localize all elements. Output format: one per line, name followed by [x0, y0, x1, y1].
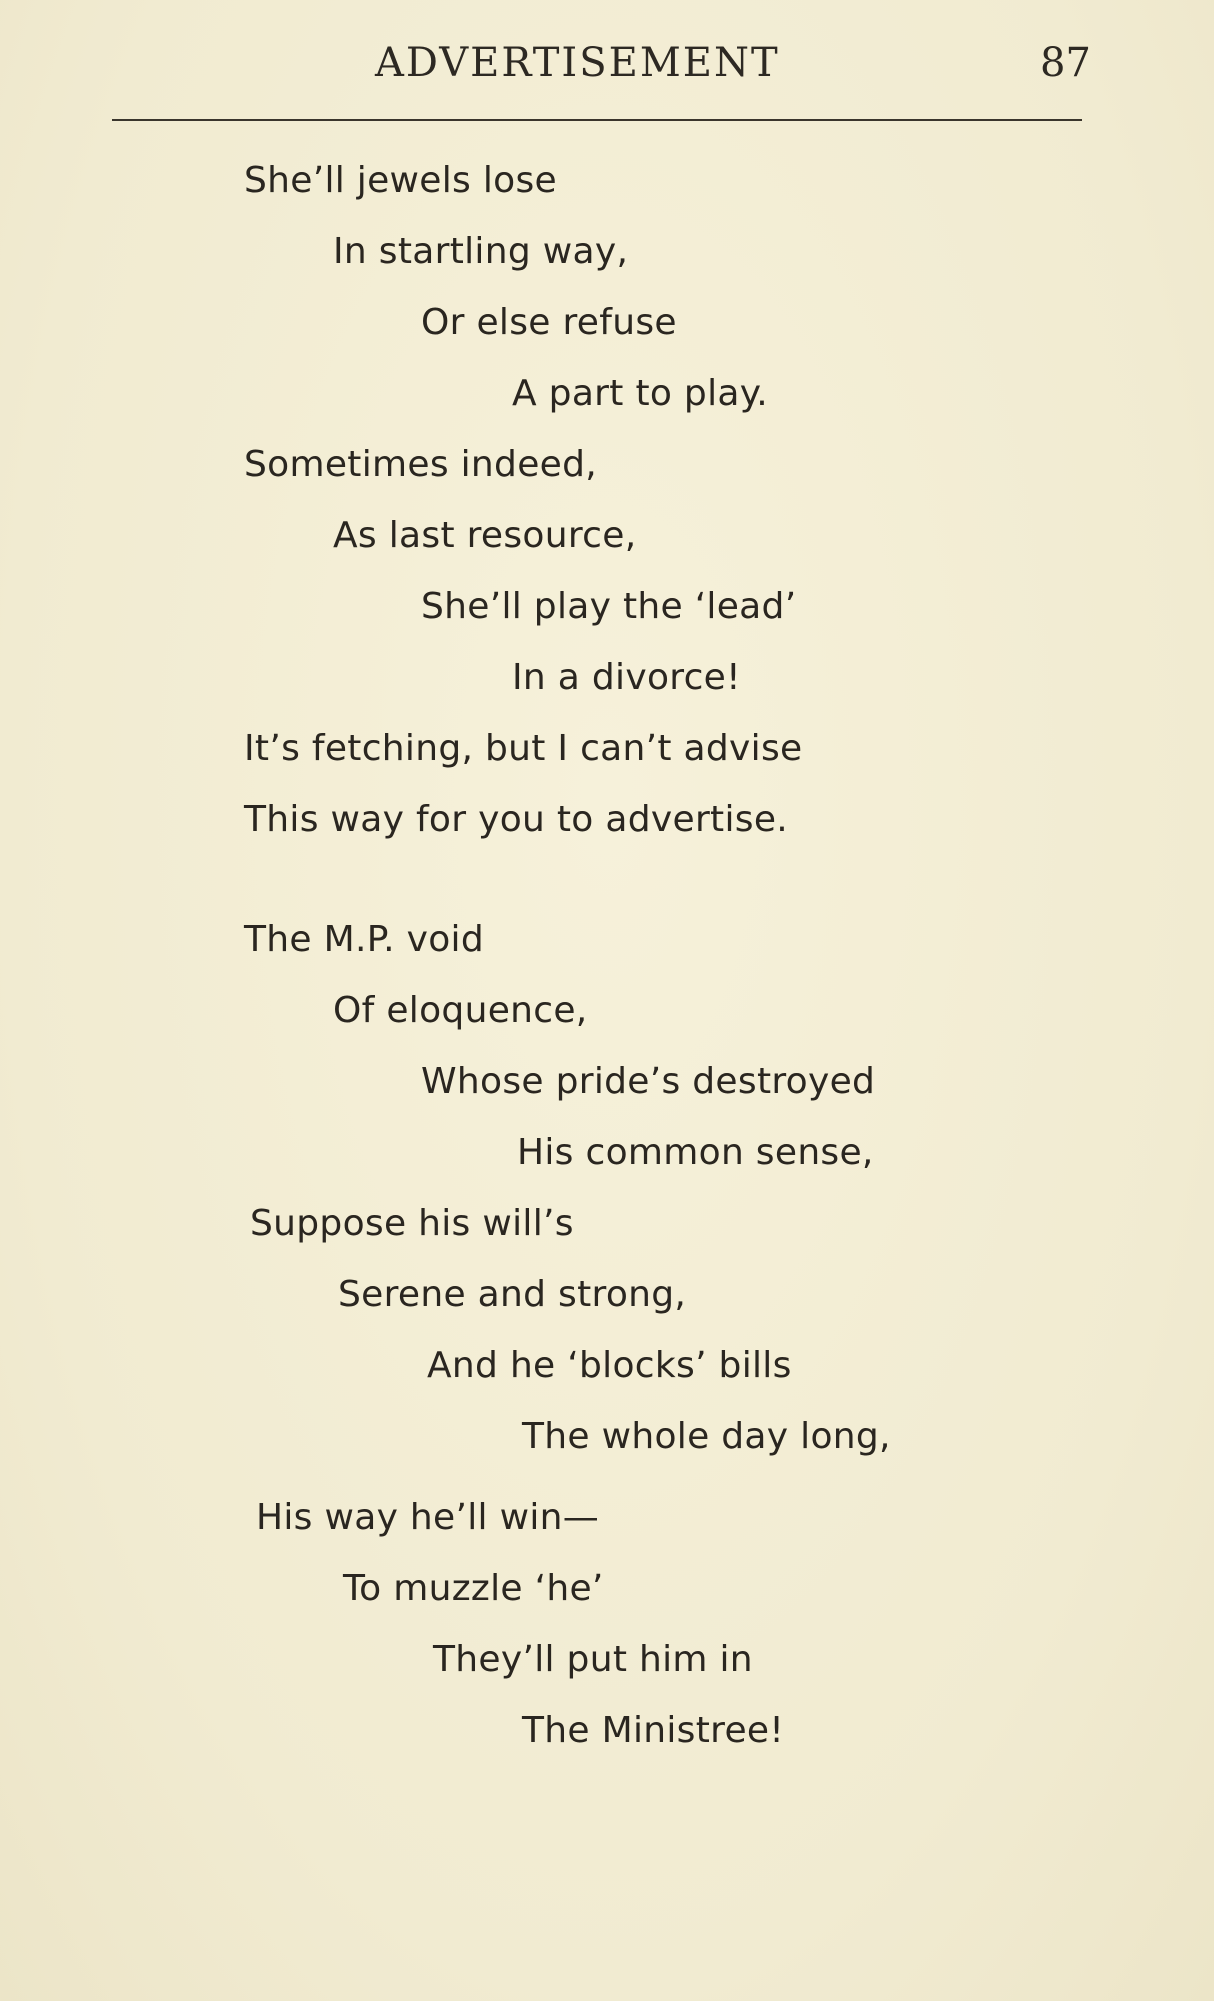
poem-line: This way for you to advertise. — [244, 799, 789, 840]
poem-line: They’ll put him in — [433, 1639, 753, 1680]
poem-line: Sometimes indeed, — [244, 444, 597, 485]
poem-line: Serene and strong, — [338, 1274, 687, 1315]
header-rule — [112, 119, 1082, 121]
poem-line: A part to play. — [512, 373, 768, 414]
poem-line: Whose pride’s destroyed — [421, 1061, 876, 1102]
poem-line: The M.P. void — [244, 919, 484, 960]
poem-line: And he ‘blocks’ bills — [427, 1345, 792, 1386]
poem-line: In startling way, — [333, 231, 629, 272]
page-number: 87 — [1040, 40, 1091, 86]
poem-line: She’ll jewels lose — [244, 160, 557, 201]
poem-line: In a divorce! — [512, 657, 741, 698]
poem-line: The whole day long, — [522, 1416, 891, 1457]
poem-line: His common sense, — [517, 1132, 874, 1173]
running-header-title: ADVERTISEMENT — [375, 40, 780, 86]
poem-line: To muzzle ‘he’ — [343, 1568, 604, 1609]
poem-line: She’ll play the ‘lead’ — [421, 586, 797, 627]
poem-line: Of eloquence, — [333, 990, 588, 1031]
poem-line: As last resource, — [333, 515, 637, 556]
poem-line: Suppose his will’s — [250, 1203, 574, 1244]
poem-line: The Ministree! — [522, 1710, 785, 1751]
poem-line: It’s fetching, but I can’t advise — [244, 728, 803, 769]
poem-line: Or else refuse — [421, 302, 677, 343]
poem-line: His way he’ll win— — [256, 1497, 600, 1538]
